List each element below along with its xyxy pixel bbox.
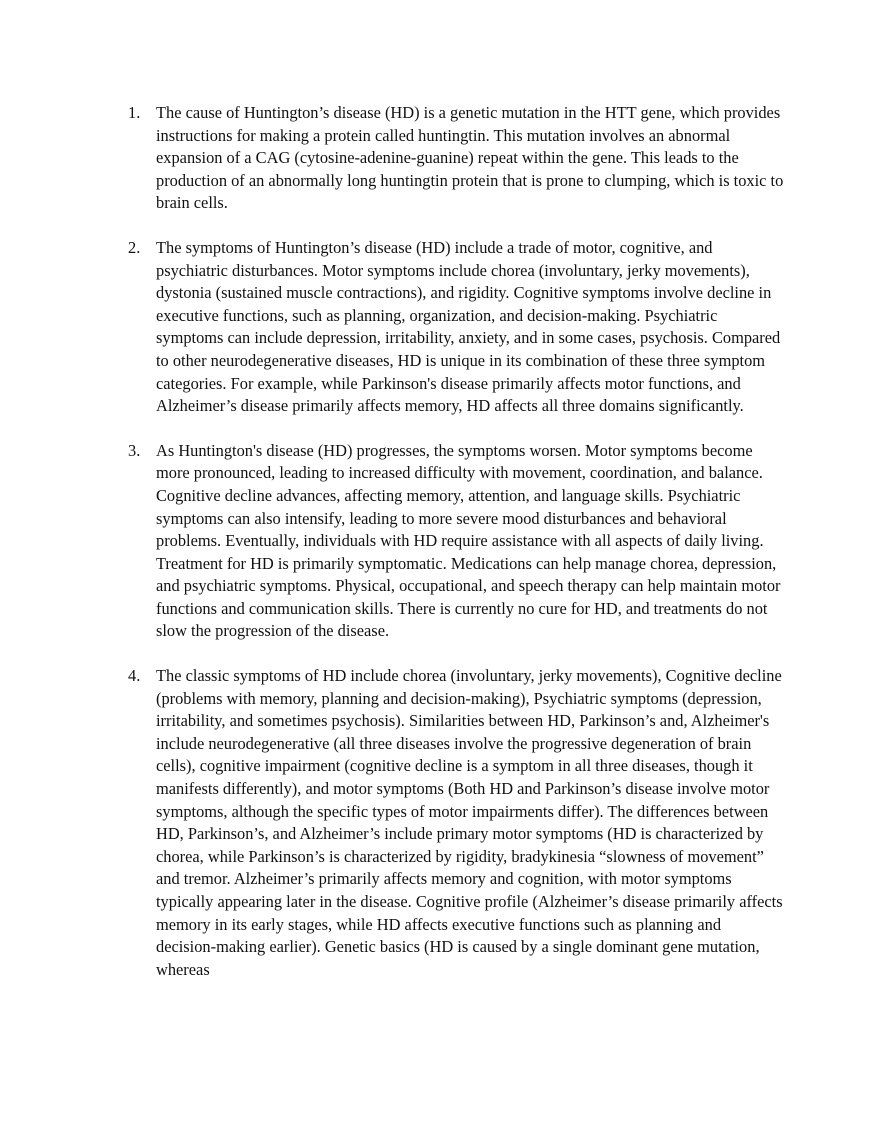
list-item — [124, 440, 784, 643]
list-item — [124, 102, 784, 215]
list-item-number: 1. — [128, 103, 141, 122]
list-item-number: 4. — [128, 666, 141, 686]
list-item-text: The cause of Huntington’s disease (HD) is a genetic mutation in the HTT gene, which provides instructions for making a protein called huntingtin. This mutation involves an abnormal expansion of a CAG (cytosine-adenine-guanine) repeat within the gene. This leads to the production of an abnormally long huntingtin protein that is prone to clumping, which is toxic to brain cells. — [156, 103, 784, 213]
numbered-answer-list — [124, 102, 784, 1003]
list-item — [124, 237, 784, 418]
list-item-text: The symptoms of Huntington’s disease (HD) include a trade of motor, cognitive, and psychiatric disturbances. Motor symptoms include chorea (involuntary, jerky movements), dystonia (sustained muscle contractions), and rigidity. Cognitive symptoms involve decline in executive functions, such as planning, organization, and decision-making. Psychiatric symptoms can include depression, irritability, anxiety, and in some cases, psychosis. Compared to other neurodegenerative diseases, HD is unique in its combination of these three symptom categories. For example, while Parkinson's disease primarily affects motor functions, and Alzheimer’s disease primarily affects memory, HD affects all three domains significantly. — [156, 237, 781, 416]
list-item-text: As Huntington's disease (HD) progresses, the symptoms worsen. Motor symptoms become more pronounced, leading to increased difficulty with movement, coordination, and balance. Cognitive decline advances, affecting memory, attention, and language skills. Psychiatric symptoms can also intensify, leading to more severe mood disturbances and behavioral problems. Eventually, individuals with HD require assistance with all aspects of daily living. Treatment for HD is primarily symptomatic. Medications can help manage chorea, depression, and psychiatric symptoms. Physical, occupational, and speech therapy can help maintain motor functions and communication skills. There is currently no cure for HD, and treatments do not slow the progression of the disease. — [156, 440, 781, 641]
list-item — [124, 665, 784, 981]
list-item-text: The classic symptoms of HD include chorea (involuntary, jerky movements), Cognitive decline (problems with memory, planning and decision-making), Psychiatric symptoms (depression, irritability, and sometimes psychosis). Similarities between HD, Parkinson’s and, Alzheimer's include neurodegenerative (all three diseases involve the progressive degeneration of brain cells), cognitive impairment (cognitive decline is a symptom in all three diseases, though it manifests differently), and motor symptoms (Both HD and Parkinson’s disease involve motor symptoms, although the specific types of motor impairments differ). The differences between HD, Parkinson’s, and Alzheimer’s include primary motor symptoms (HD is characterized by chorea, while Parkinson’s is characterized by rigidity, bradykinesia “slowness of movement” and tremor. Alzheimer’s primarily affects memory and cognition, with motor symptoms typically appearing later in the disease. Cognitive profile (Alzheimer’s disease primarily affects memory in its early stages, while HD affects executive functions such as planning and decision-making earlier). Genetic basics (HD is caused by a single dominant gene mutation, whereas — [156, 666, 783, 979]
list-item-number: 2. — [128, 237, 141, 257]
list-item-number: 3. — [128, 440, 141, 460]
